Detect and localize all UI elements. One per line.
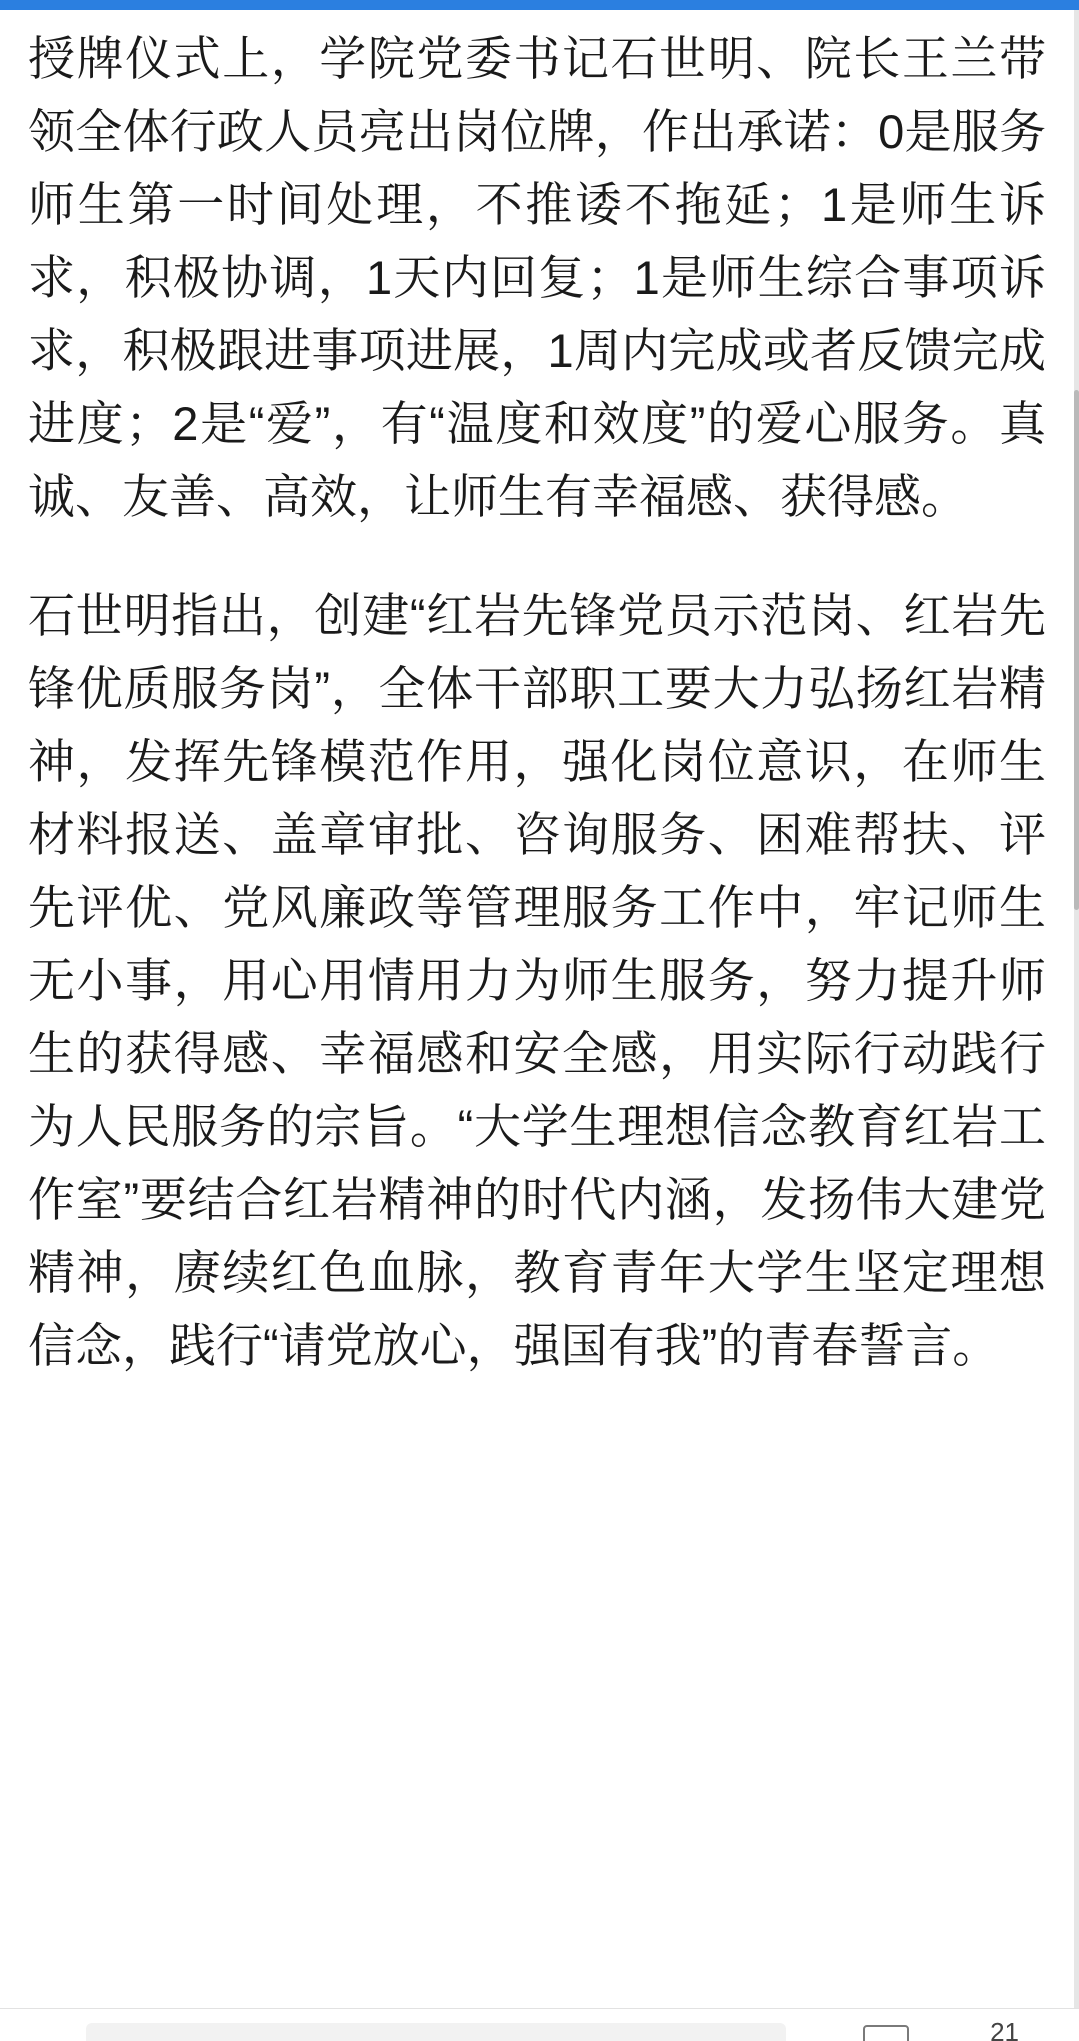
- comment-input[interactable]: [86, 2023, 786, 2041]
- comment-count: 21: [990, 2017, 1019, 2041]
- page-progress-fill: [0, 0, 1079, 10]
- page-progress-bar: [0, 0, 1079, 10]
- comment-icon[interactable]: [863, 2025, 909, 2041]
- scrollbar-thumb[interactable]: [1074, 390, 1079, 910]
- bottom-action-bar: [0, 2008, 1079, 2041]
- article-paragraph: 石世明指出，创建“红岩先锋党员示范岗、红岩先锋优质服务岗”，全体干部职工要大力弘扬红岩精神，发挥先锋模范作用，强化岗位意识，在师生材料报送、盖章审批、咨询服务、困难帮扶、评先评优、党风廉政等管理服务工作中，牢记师生无小事，用心用情用力为师生服务，努力提升师生的获得感、幸福感和安全感，用实际行动践行为人民服务的宗旨。“大学生理想信念教育红岩工作室”要结合红岩精神的时代内涵，发扬伟大建党精神，赓续红色血脉，教育青年大学生坚定理想信念，践行“请党放心，强国有我”的青春誓言。: [28, 589, 1046, 1372]
- vertical-scrollbar[interactable]: [1074, 10, 1079, 2041]
- article-body: [0, 10, 1074, 1382]
- article-paragraph: 授牌仪式上，学院党委书记石世明、院长王兰带领全体行政人员亮出岗位牌，作出承诺：0是服务师生第一时间处理，不推诿不拖延；1是师生诉求，积极协调，1天内回复；1是师生综合事项诉求，积极跟进事项进展，1周内完成或者反馈完成进度；2是“爱”，有“温度和效度”的爱心服务。真诚、友善、高效，让师生有幸福感、获得感。: [28, 32, 1046, 523]
